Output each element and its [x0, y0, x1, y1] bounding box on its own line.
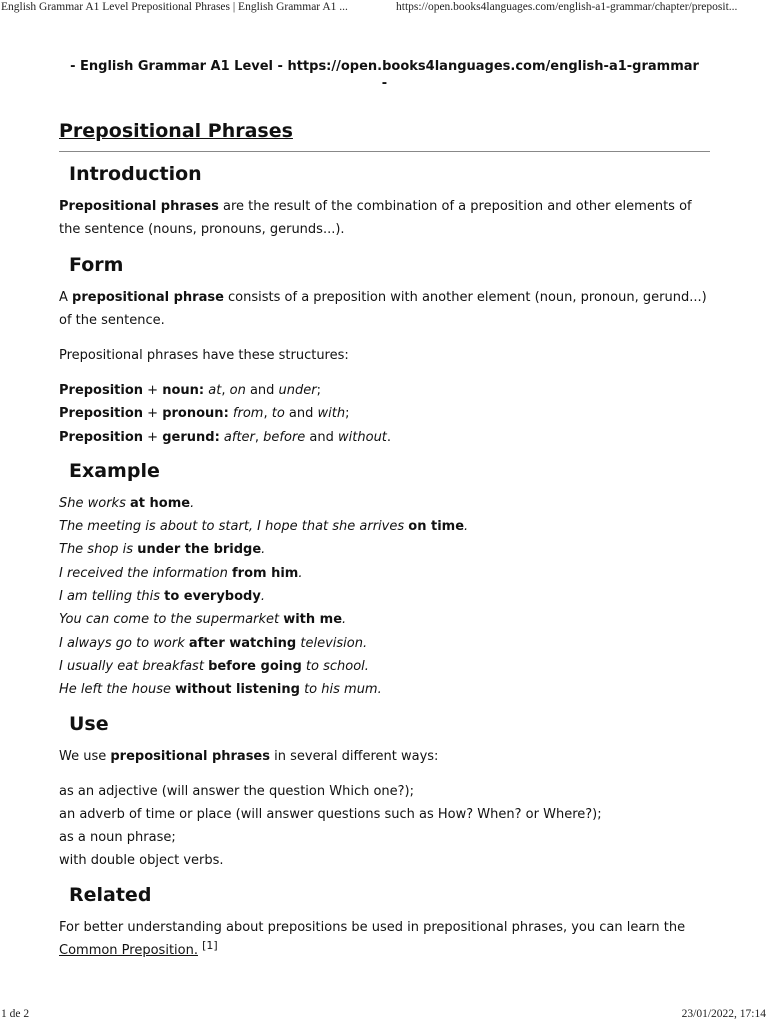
page-number: 1 de 2: [1, 1008, 30, 1020]
example-sentence: The meeting is about to start, I hope that she arrives on time.: [59, 519, 469, 535]
example-sentence: I am telling this to everybody.: [59, 589, 265, 605]
example-sentence: I always go to work after watching television.: [59, 635, 368, 651]
structure-line: Preposition + noun: at, on and under;: [59, 383, 322, 398]
structure-line: Preposition + gerund: after, before and without.: [59, 429, 392, 445]
related-heading: Related: [69, 883, 152, 906]
form-structures-intro: Prepositional phrases have these structures:: [59, 348, 349, 363]
structure-line: Preposition + pronoun: from, to and with;: [59, 406, 350, 422]
use-item: with double object verbs.: [59, 853, 224, 869]
example-sentence: You can come to the supermarket with me.: [59, 612, 347, 628]
example-heading: Example: [69, 459, 160, 482]
print-header: [0, 1, 768, 17]
use-heading: Use: [69, 712, 109, 735]
site-banner-line: - English Grammar A1 Level - https://open.books4languages.com/english-a1-grammar: [70, 59, 699, 74]
form-paragraph: A prepositional phrase consists of a preposition with another element (noun, pronoun, gerund...) of the sentence.: [59, 290, 707, 328]
footnote-ref[interactable]: [1]: [202, 938, 218, 952]
form-heading: Form: [69, 254, 124, 276]
example-sentences: [59, 492, 710, 702]
form-structures-list: [59, 379, 710, 449]
use-item: as a noun phrase;: [59, 830, 176, 846]
common-preposition-link[interactable]: Common Preposition.: [59, 942, 198, 958]
example-sentence: I received the information from him.: [59, 565, 303, 581]
use-item: as an adjective (will answer the question Which one?);: [59, 783, 415, 799]
print-footer: [0, 1008, 768, 1024]
site-banner: [59, 58, 710, 92]
introduction-heading: Introduction: [69, 163, 202, 185]
example-sentence: He left the house without listening to his mum.: [59, 682, 382, 698]
example-sentence: She works at home.: [59, 495, 195, 511]
example-sentence: I usually eat breakfast before going to school.: [59, 658, 369, 674]
print-datetime: 23/01/2022, 17:14: [681, 1008, 766, 1020]
use-item: an adverb of time or place (will answer questions such as How? When? or Where?);: [59, 806, 602, 822]
use-intro: We use prepositional phrases in several different ways:: [59, 748, 439, 764]
example-sentence: The shop is under the bridge.: [59, 542, 266, 558]
use-list: [59, 780, 710, 873]
page-content: [59, 58, 710, 974]
print-header-title: English Grammar A1 Level Prepositional Phrases | English Grammar A1 ...: [1, 1, 348, 13]
page-title: Prepositional Phrases: [59, 120, 710, 152]
related-paragraph: For better understanding about prepositions be used in prepositional phrases, you can learn the Common Preposition. [1]: [59, 919, 686, 958]
print-header-url: https://open.books4languages.com/english-a1-grammar/chapter/preposit...: [396, 1, 738, 13]
introduction-paragraph: Prepositional phrases are the result of the combination of a preposition and other elements of the sentence (nouns, pronouns, gerunds...).: [59, 199, 692, 237]
site-banner-dash: -: [381, 76, 388, 91]
